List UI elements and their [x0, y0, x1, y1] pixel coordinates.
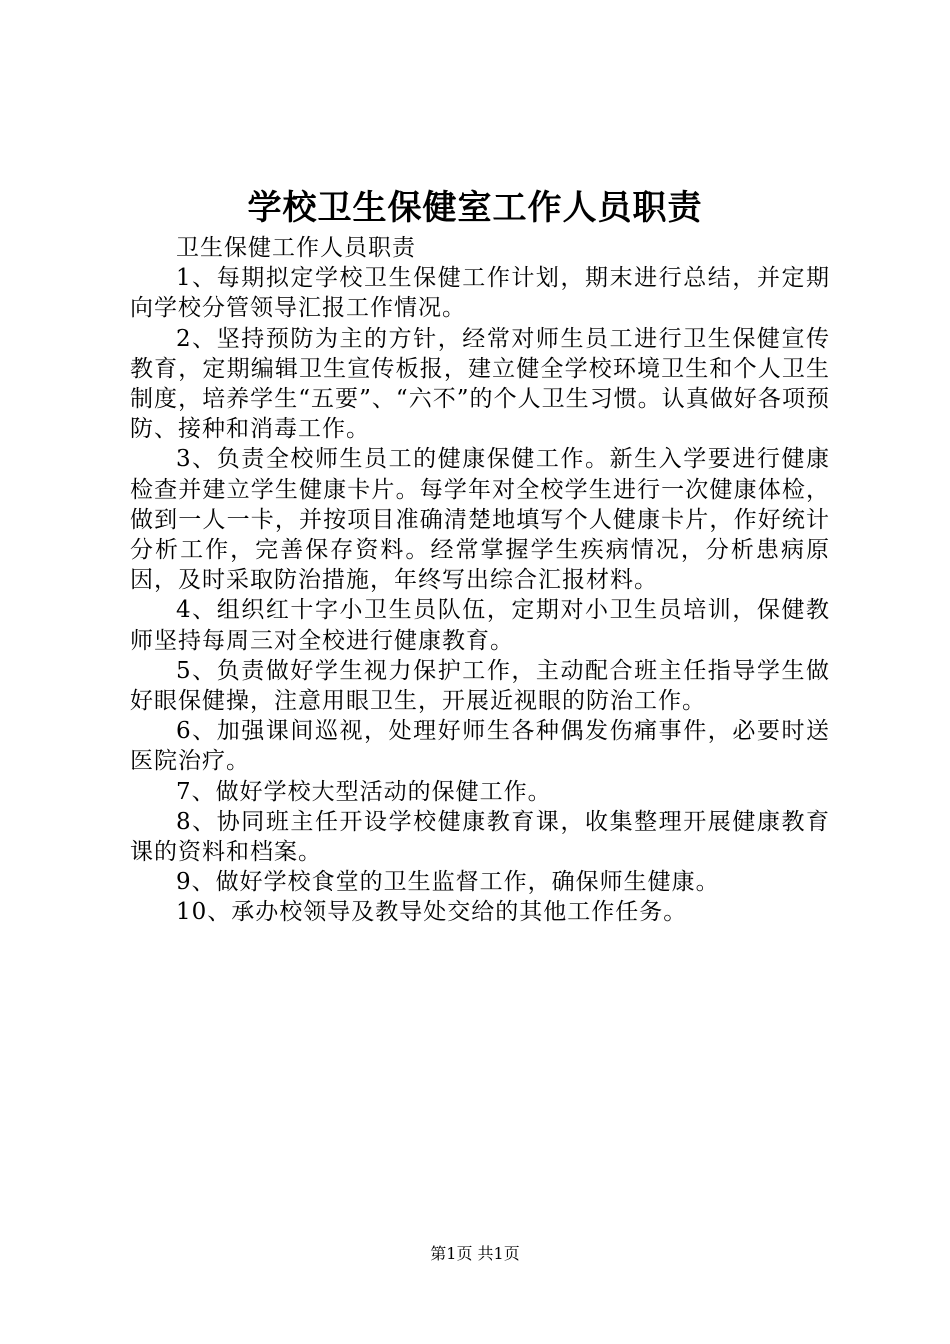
page-footer: 第1页 共1页 [430, 1244, 520, 1263]
document-title: 学校卫生保健室工作人员职责 [247, 188, 703, 228]
duty-item-8: 8、协同班主任开设学校健康教育课，收集整理开展健康教育课的资料和档案。 [130, 808, 830, 866]
duty-item-2: 2、坚持预防为主的方针，经常对师生员工进行卫生保健宣传教育，定期编辑卫生宣传板报，建立健全学校环境卫生和个人卫生制度，培养学生“五要”、“六不”的个人卫生习惯。认真做好各项预防、接种和消毒工作。 [130, 325, 830, 443]
document-body [130, 233, 830, 928]
duty-item-10: 10、承办校领导及教导处交给的其他工作任务。 [176, 899, 688, 926]
duty-item-4: 4、组织红十字小卫生员队伍，定期对小卫生员培训，保健教师坚持每周三对全校进行健康教育。 [130, 597, 830, 654]
section-heading: 卫生保健工作人员职责 [176, 235, 416, 261]
duty-item-3: 3、负责全校师生员工的健康保健工作。新生入学要进行健康检查并建立学生健康卡片。每学年对全校学生进行一次健康体检，做到一人一卡，并按项目准确清楚地填写个人健康卡片，作好统计分析工作，完善保存资料。经常掌握学生疾病情况，分析患病原因，及时采取防治措施，年终写出综合汇报材料。 [130, 446, 830, 594]
duty-item-1: 1、每期拟定学校卫生保健工作计划，期末进行总结，并定期向学校分管领导汇报工作情况。 [130, 265, 830, 322]
duty-item-5: 5、负责做好学生视力保护工作，主动配合班主任指导学生做好眼保健操，注意用眼卫生，开展近视眼的防治工作。 [130, 657, 830, 715]
duty-item-9: 9、做好学校食堂的卫生监督工作，确保师生健康。 [176, 869, 720, 896]
duty-item-7: 7、做好学校大型活动的保健工作。 [176, 778, 552, 805]
duty-item-6: 6、加强课间巡视，处理好师生各种偶发伤痛事件，必要时送医院治疗。 [130, 718, 830, 775]
